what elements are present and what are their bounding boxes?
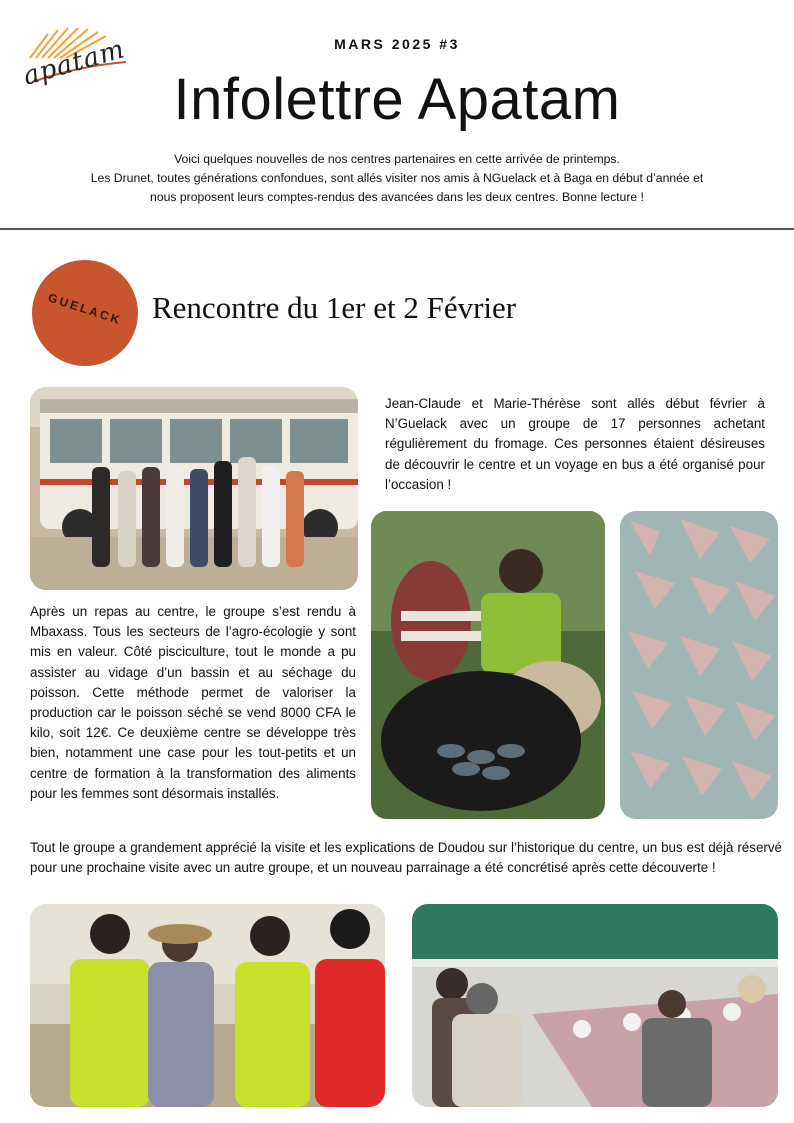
logo-text: apatam — [19, 34, 129, 92]
paragraph-3: Tout le groupe a grandement apprécié la visite et les explications de Doudou sur l’historique du centre, un bus est déjà réservé pour une prochaine visite avec un autre groupe, et un nouveau parrainage a été concrétisé après cette découverte ! — [30, 840, 782, 876]
intro-text — [30, 150, 764, 207]
meal-photo — [412, 904, 778, 1107]
intro-line: nous proposent leurs comptes-rendus des avancées dans les deux centres. Bonne lecture ! — [150, 190, 644, 204]
section-badge — [32, 260, 138, 366]
section-title: Rencontre du 1er et 2 Février — [152, 290, 517, 325]
paragraph-1: Jean-Claude et Marie-Thérèse sont allés début février à N’Guelack avec un groupe de 17 personnes achetant régulièrement du fromage. Ces personnes étaient désireuses de découvrir le centre et un voyage en bus a été organisé pour l’occasion ! — [385, 396, 765, 492]
bus-group-photo — [30, 387, 358, 590]
team-photo — [30, 904, 385, 1107]
divider — [0, 228, 794, 230]
fish-net-photo — [371, 511, 605, 819]
intro-line: Voici quelques nouvelles de nos centres partenaires en cette arrivée de printemps. — [174, 152, 620, 166]
badge-label: GUELACK — [46, 290, 124, 328]
drying-fish-photo — [620, 511, 778, 819]
intro-line: Les Drunet, toutes générations confondues, sont allés visiter nos amis à NGuelack et à Baga en début d’année et — [90, 171, 704, 185]
page-title: Infolettre Apatam — [173, 67, 621, 132]
paragraph-2: Après un repas au centre, le groupe s’est rendu à Mbaxass. Tous les secteurs de l’agro-écologie y sont mis en valeur. Côté pisciculture, tout le monde a pu assister au vidage d’un bassin et au séchage du poisson. Cette méthode permet de valoriser la production car le poisson séché se vend 8000 CFA le kilo, soit 12€. Ce deuxième centre se développe très bien, notamment une case pour les tout-petits et un centre de formation à la transformation des aliments pour les femmes sont désormais installés. — [30, 604, 356, 801]
issue-label: MARS 2025 #3 — [334, 36, 460, 52]
